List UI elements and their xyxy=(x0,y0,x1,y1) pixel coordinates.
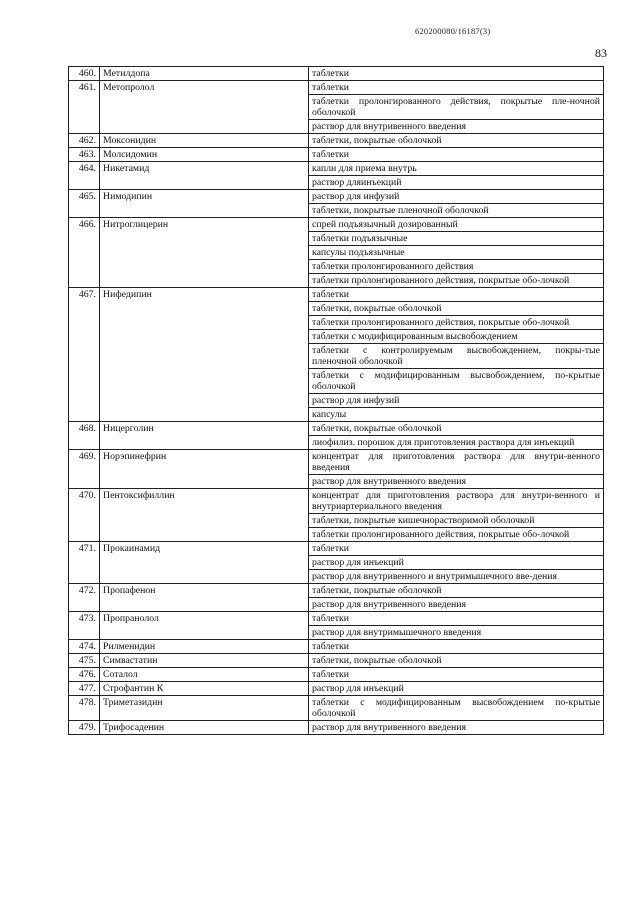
dosage-form: таблетки xyxy=(309,288,604,302)
dosage-form: раствор для внутривенного и внутримышечного вве-дения xyxy=(309,570,604,584)
drug-name: Пропранолол xyxy=(100,612,309,640)
table-row xyxy=(69,640,604,654)
drug-name: Соталол xyxy=(100,668,309,682)
drug-name: Строфантин К xyxy=(100,682,309,696)
dosage-form: таблетки, покрытые оболочкой xyxy=(309,134,604,148)
drug-name: Метилдопа xyxy=(100,67,309,81)
row-number: 463. xyxy=(69,148,100,162)
row-number: 472. xyxy=(69,584,100,612)
drug-name: Норэпинефрин xyxy=(100,450,309,489)
drug-name: Триметазидин xyxy=(100,696,309,721)
row-number: 476. xyxy=(69,668,100,682)
drug-name: Нитроглицерин xyxy=(100,218,309,288)
dosage-form: лиофилиз. порошок для приготовления раствора для инъекций xyxy=(309,436,604,450)
dosage-form: таблетки пролонгированного действия, покрытые обо-лочкой xyxy=(309,528,604,542)
dosage-form: таблетки, покрытые оболочкой xyxy=(309,654,604,668)
dosage-form: таблетки, покрытые пленочной оболочкой xyxy=(309,204,604,218)
row-number: 466. xyxy=(69,218,100,288)
dosage-form: таблетки подъязычные xyxy=(309,232,604,246)
dosage-form: капли для приема внутрь xyxy=(309,162,604,176)
table-row xyxy=(69,450,604,475)
drug-name: Молсидомин xyxy=(100,148,309,162)
dosage-form: таблетки пролонгированного действия, покрытые пле-ночной оболочкой xyxy=(309,95,604,120)
row-number: 464. xyxy=(69,162,100,190)
table-row xyxy=(69,288,604,302)
row-number: 461. xyxy=(69,81,100,134)
dosage-form: таблетки с модифицированным высвобождением, по-крытые оболочкой xyxy=(309,369,604,394)
drug-name: Нифедипин xyxy=(100,288,309,422)
row-number: 468. xyxy=(69,422,100,450)
table-row xyxy=(69,190,604,204)
dosage-form: таблетки xyxy=(309,668,604,682)
dosage-form: таблетки xyxy=(309,640,604,654)
drug-name: Нимодипин xyxy=(100,190,309,218)
drug-name: Моксонидин xyxy=(100,134,309,148)
row-number: 473. xyxy=(69,612,100,640)
dosage-form: таблетки xyxy=(309,612,604,626)
table-row xyxy=(69,489,604,514)
dosage-form: таблетки xyxy=(309,148,604,162)
table-row xyxy=(69,81,604,95)
dosage-form: раствор дляинъекций xyxy=(309,176,604,190)
dosage-form: концентрат для приготовления раствора для внутри-венного и внутриартериального введения xyxy=(309,489,604,514)
dosage-form: таблетки, покрытые оболочкой xyxy=(309,302,604,316)
dosage-form: таблетки пролонгированного действия xyxy=(309,260,604,274)
dosage-form: раствор для внутривенного введения xyxy=(309,475,604,489)
dosage-form: раствор для внутривенного введения xyxy=(309,120,604,134)
dosage-form: таблетки, покрытые кишечнорастворимой оболочкой xyxy=(309,514,604,528)
dosage-form: капсулы подъязычные xyxy=(309,246,604,260)
table-row xyxy=(69,668,604,682)
dosage-form: раствор для инъекций xyxy=(309,556,604,570)
row-number: 470. xyxy=(69,489,100,542)
dosage-form: раствор для инъекций xyxy=(309,682,604,696)
dosage-form: таблетки xyxy=(309,81,604,95)
dosage-form: раствор для внутривенного введения xyxy=(309,721,604,735)
row-number: 469. xyxy=(69,450,100,489)
drug-name: Трифосаденин xyxy=(100,721,309,735)
dosage-form: раствор для внутривенного введения xyxy=(309,598,604,612)
dosage-form: таблетки xyxy=(309,67,604,81)
dosage-form: таблетки, покрытые оболочкой xyxy=(309,422,604,436)
dosage-form: спрей подъязычный дозированный xyxy=(309,218,604,232)
page-number: 83 xyxy=(595,46,607,60)
drug-name: Ницерголин xyxy=(100,422,309,450)
row-number: 465. xyxy=(69,190,100,218)
table-row xyxy=(69,148,604,162)
drug-table-body xyxy=(69,67,604,735)
dosage-form: раствор для внутримышечного введения xyxy=(309,626,604,640)
drug-name: Рилменидин xyxy=(100,640,309,654)
table-row xyxy=(69,696,604,721)
table-row xyxy=(69,612,604,626)
table-row xyxy=(69,218,604,232)
table-row xyxy=(69,542,604,556)
table-row xyxy=(69,654,604,668)
dosage-form: таблетки, покрытые оболочкой xyxy=(309,584,604,598)
drug-name: Метопролол xyxy=(100,81,309,134)
table-row xyxy=(69,682,604,696)
row-number: 460. xyxy=(69,67,100,81)
drug-name: Никетамид xyxy=(100,162,309,190)
row-number: 475. xyxy=(69,654,100,668)
dosage-form: раствор для инфузий xyxy=(309,394,604,408)
row-number: 478. xyxy=(69,696,100,721)
dosage-form: таблетки с контролируемым высвобождением, покры-тые пленочной оболочкой xyxy=(309,344,604,369)
table-row xyxy=(69,162,604,176)
row-number: 479. xyxy=(69,721,100,735)
dosage-form: таблетки с модифицированным высвобождением по-крытые оболочкой xyxy=(309,696,604,721)
dosage-form: таблетки пролонгированного действия, покрытые обо-лочкой xyxy=(309,274,604,288)
dosage-form: концентрат для приготовления раствора для внутри-венного введения xyxy=(309,450,604,475)
table-row xyxy=(69,67,604,81)
dosage-form: таблетки xyxy=(309,542,604,556)
drug-name: Симвастатин xyxy=(100,654,309,668)
row-number: 474. xyxy=(69,640,100,654)
row-number: 467. xyxy=(69,288,100,422)
drug-name: Пентоксифиллин xyxy=(100,489,309,542)
table-row xyxy=(69,422,604,436)
table-row xyxy=(69,721,604,735)
dosage-form: капсулы xyxy=(309,408,604,422)
document-code: 620200080/16187(3) xyxy=(415,26,491,36)
row-number: 462. xyxy=(69,134,100,148)
drug-name: Пропафенон xyxy=(100,584,309,612)
row-number: 477. xyxy=(69,682,100,696)
dosage-form: раствор для инфузий xyxy=(309,190,604,204)
drug-name: Прокаинамид xyxy=(100,542,309,584)
dosage-form: таблетки пролонгированного действия, покрытые обо-лочкой xyxy=(309,316,604,330)
table-row xyxy=(69,584,604,598)
table-row xyxy=(69,134,604,148)
row-number: 471. xyxy=(69,542,100,584)
dosage-form: таблетки с модифицированным высвобождением xyxy=(309,330,604,344)
drug-table xyxy=(68,66,604,735)
